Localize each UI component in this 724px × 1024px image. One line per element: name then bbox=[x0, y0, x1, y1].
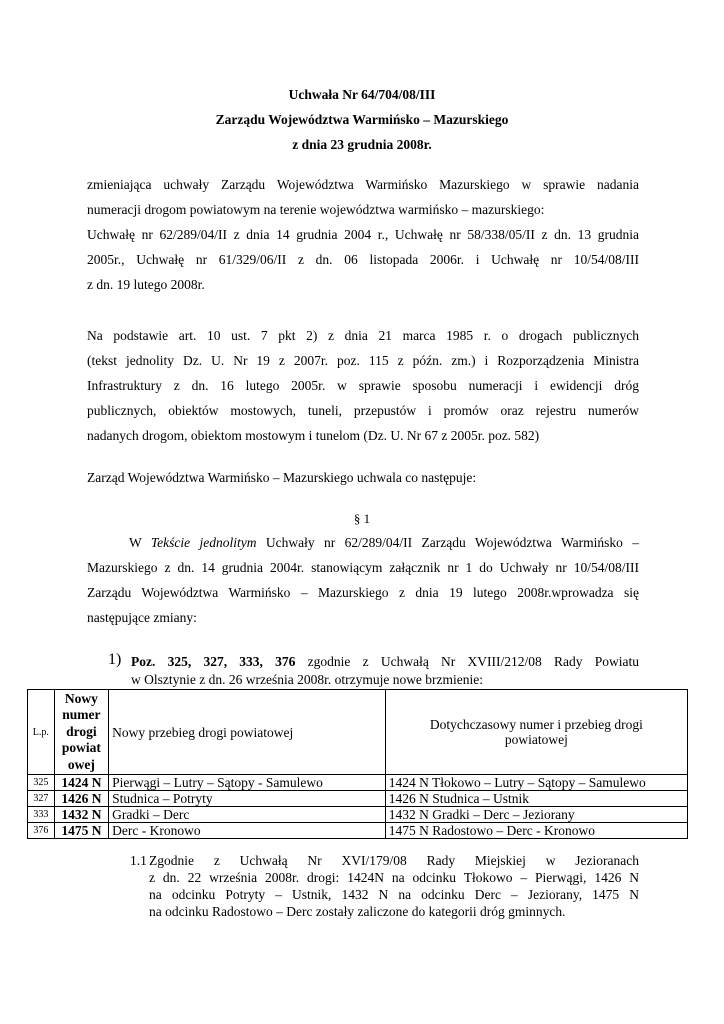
section1-line: Zarządu Województwa Warmińsko – Mazurskiego z dnia 19 lutego 2008r.wprowadza się bbox=[87, 585, 639, 600]
subitem-line: na odcinku Radostowo – Derc zostały zaliczone do kategorii dróg gminnych. bbox=[149, 904, 566, 919]
resolution-date: z dnia 23 grudnia 2008r. bbox=[292, 137, 432, 152]
cell-dot: 1475 N Radostowo – Derc - Kronowo bbox=[385, 823, 687, 839]
header-nowy-przebieg: Nowy przebieg drogi powiatowej bbox=[109, 690, 386, 775]
header-lp: L.p. bbox=[28, 690, 55, 775]
cell-nr: 1432 N bbox=[54, 807, 108, 823]
subitem-line: Zgodnie z Uchwałą Nr XVI/179/08 Rady Miejskiej w Jezioranach bbox=[149, 853, 639, 868]
subitem-line: na odcinku Potryty – Ustnik, 1432 N na odcinku Derc – Jeziorany, 1475 N bbox=[149, 887, 639, 902]
cell-nowy: Pierwągi – Lutry – Sątopy - Samulewo bbox=[109, 775, 386, 791]
cell-lp: 376 bbox=[28, 823, 55, 839]
legal-basis-line: Na podstawie art. 10 ust. 7 pkt 2) z dnia 21 marca 1985 r. o drogach publicznych bbox=[87, 328, 639, 343]
table-row bbox=[28, 823, 688, 839]
intro-line: zmieniająca uchwały Zarządu Województwa Warmińsko Mazurskiego w sprawie nadania bbox=[87, 177, 639, 192]
cell-lp: 327 bbox=[28, 791, 55, 807]
cell-nowy: Gradki – Derc bbox=[109, 807, 386, 823]
intro-line: z dn. 19 lutego 2008r. bbox=[87, 277, 205, 292]
header-dotychczasowy: Dotychczasowy numer i przebieg drogi powiatowej bbox=[385, 690, 687, 775]
table-row bbox=[28, 775, 688, 791]
subitem-line: z dn. 22 września 2008r. drogi: 1424N na odcinku Tłokowo – Pierwągi, 1426 N bbox=[149, 870, 639, 885]
cell-nowy: Studnica – Potryty bbox=[109, 791, 386, 807]
cell-lp: 325 bbox=[28, 775, 55, 791]
subitem-marker: 1.1 bbox=[130, 853, 147, 868]
intro-line: 2005r., Uchwałę nr 61/329/06/II z dn. 06 listopada 2006r. i Uchwałę nr 10/54/08/III bbox=[87, 252, 639, 267]
legal-basis-line: publicznych, obiektów mostowych, tuneli, przepustów i promów oraz rejestru numerów bbox=[87, 403, 639, 418]
cell-lp: 333 bbox=[28, 807, 55, 823]
item1-line: Poz. 325, 327, 333, 376 zgodnie z Uchwałą Nr XVIII/212/08 Rady Powiatu bbox=[131, 654, 639, 669]
section1-line: W Tekście jednolitym Uchwały nr 62/289/04/II Zarządu Województwa Warmińsko – bbox=[129, 535, 639, 550]
cell-nowy: Derc - Kronowo bbox=[109, 823, 386, 839]
legal-basis-line: nadanych drogom, obiektom mostowym i tunelom (Dz. U. Nr 67 z 2005r. poz. 582) bbox=[87, 428, 540, 443]
legal-basis-line: Infrastruktury z dn. 16 lutego 2005r. w sprawie sposobu numeracji i ewidencji dróg bbox=[87, 378, 639, 393]
section-mark: § 1 bbox=[353, 511, 371, 526]
resolves-statement: Zarząd Województwa Warmińsko – Mazurskiego uchwala co następuje: bbox=[87, 470, 477, 485]
cell-dot: 1426 N Studnica – Ustnik bbox=[385, 791, 687, 807]
resolution-title: Uchwała Nr 64/704/08/III bbox=[288, 87, 436, 102]
section1-line: następujące zmiany: bbox=[87, 610, 197, 625]
issuing-body: Zarządu Województwa Warmińsko – Mazurskiego bbox=[215, 112, 509, 127]
cell-dot: 1424 N Tłokowo – Lutry – Sątopy – Samulewo bbox=[385, 775, 687, 791]
item-marker: 1) bbox=[108, 651, 122, 668]
section1-line: Mazurskiego z dn. 14 grudnia 2004r. stanowiącym załącznik nr 1 do Uchwały nr 10/54/08/III bbox=[87, 560, 639, 575]
intro-line: Uchwałę nr 62/289/04/II z dnia 14 grudnia 2004 r., Uchwałę nr 58/338/05/II z dn. 13 grudnia bbox=[87, 227, 639, 242]
cell-nr: 1424 N bbox=[54, 775, 108, 791]
item1-line: w Olsztynie z dn. 26 września 2008r. otrzymuje nowe brzmienie: bbox=[131, 672, 484, 687]
header-nowy-numer: Nowy numer drogi powiat owej bbox=[54, 690, 108, 775]
table-header-row bbox=[28, 690, 688, 775]
cell-nr: 1426 N bbox=[54, 791, 108, 807]
roads-table bbox=[27, 689, 688, 839]
cell-nr: 1475 N bbox=[54, 823, 108, 839]
table-row bbox=[28, 807, 688, 823]
table-row bbox=[28, 791, 688, 807]
intro-line: numeracji drogom powiatowym na terenie województwa warmińsko – mazurskiego: bbox=[87, 202, 545, 217]
legal-basis-line: (tekst jednolity Dz. U. Nr 19 z 2007r. poz. 115 z późn. zm.) i Rozporządzenia Ministra bbox=[87, 353, 639, 368]
cell-dot: 1432 N Gradki – Derc – Jeziorany bbox=[385, 807, 687, 823]
